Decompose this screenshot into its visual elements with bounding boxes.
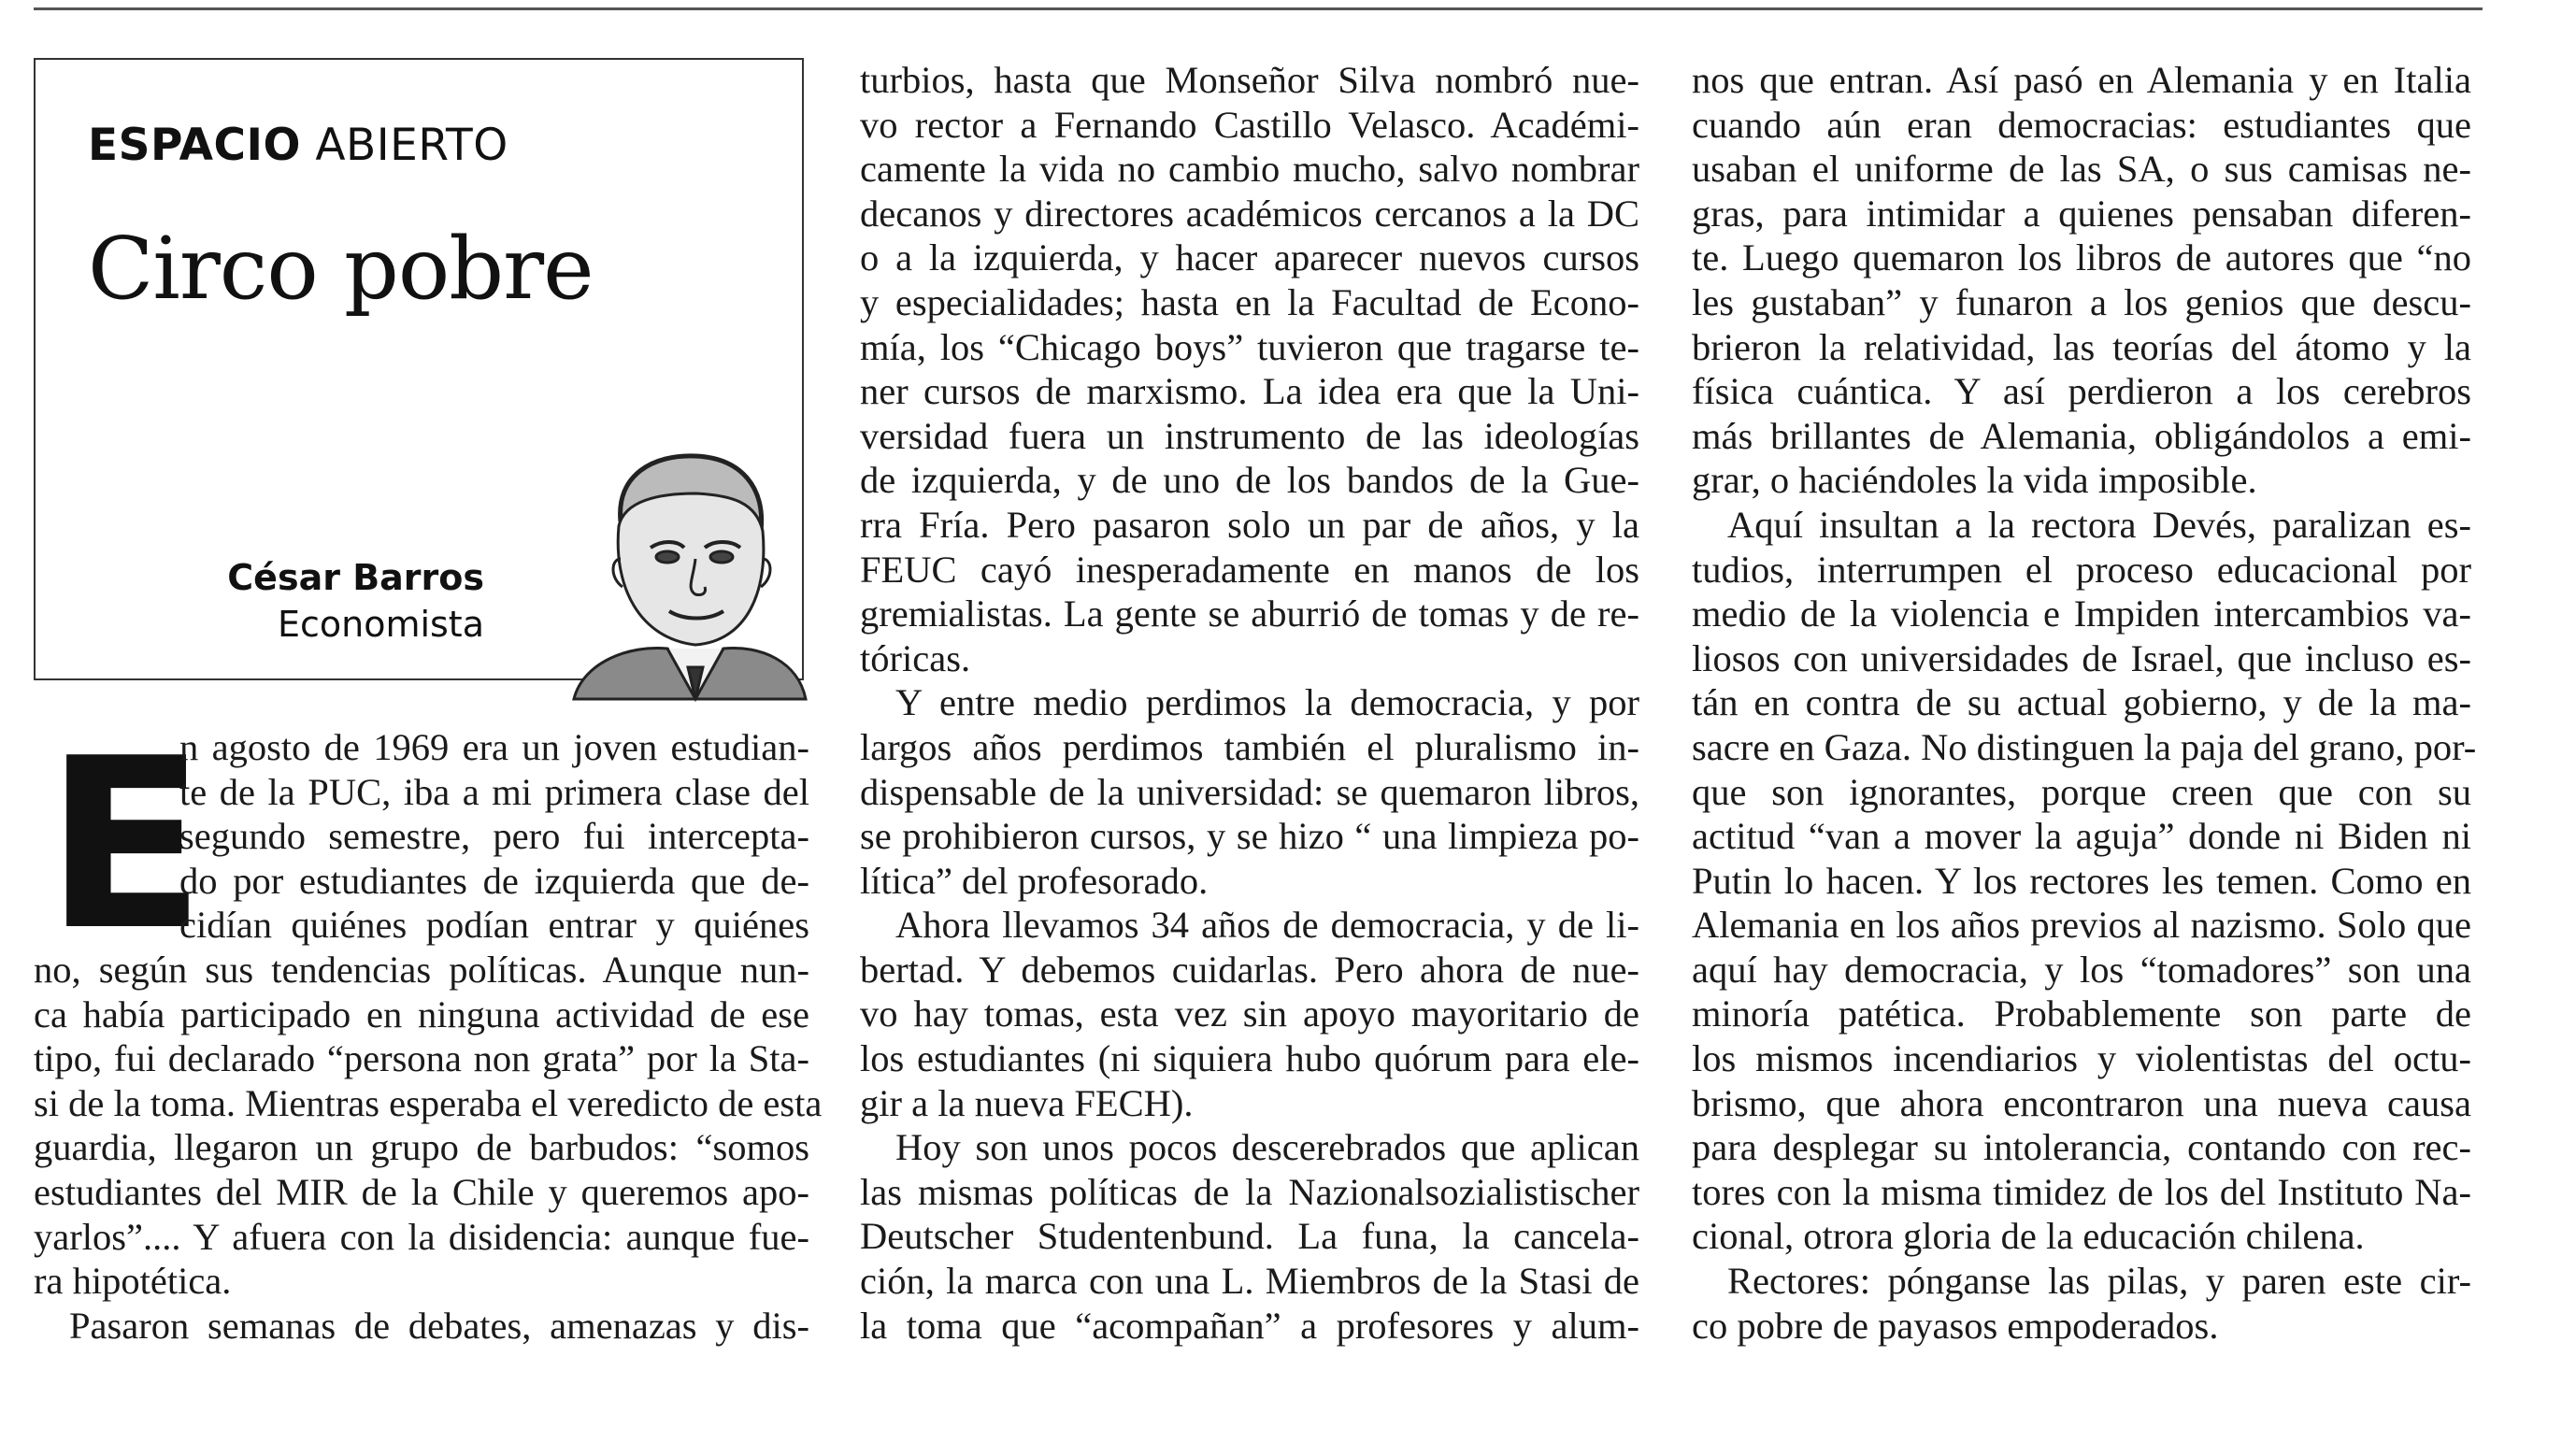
- section-label-bold: ESPACIO: [88, 120, 301, 171]
- text-line: dispensable de la universidad: se quemaron libros,: [860, 770, 1639, 813]
- section-label-light: ABIERTO: [315, 120, 508, 171]
- text-line: tudios, interrumpen el proceso educacional por: [1692, 548, 2471, 591]
- text-line: ción, la marca con una L. Miembros de la Stasi de: [860, 1260, 1639, 1303]
- text-line: Alemania en los años previos al nazismo. Solo que: [1692, 904, 2471, 947]
- text-line: actitud “van a mover la aguja” donde ni Biden ni: [1692, 815, 2471, 858]
- text-line: brieron la relatividad, las teorías del átomo y la: [1692, 325, 2471, 368]
- text-line: Hoy son unos pocos descerebrados que aplican: [895, 1126, 1639, 1169]
- text-line: no, según sus tendencias políticas. Aunque nun-: [34, 948, 809, 991]
- text-line: estudiantes del MIR de la Chile y queremos apo-: [34, 1170, 809, 1213]
- text-line: usaban el uniforme de las SA, o sus camisas ne-: [1692, 148, 2471, 191]
- text-line: ra hipotética.: [34, 1260, 232, 1303]
- text-line: vo rector a Fernando Castillo Velasco. Académi-: [860, 103, 1639, 146]
- text-line: do por estudiantes de izquierda que de-: [179, 859, 809, 902]
- text-line: camente la vida no cambio mucho, salvo nombrar: [860, 148, 1639, 191]
- text-line: te de la PUC, iba a mi primera clase del: [179, 770, 809, 813]
- text-line: Y entre medio perdimos la democracia, y por: [895, 681, 1639, 724]
- text-line: si de la toma. Mientras esperaba el veredicto de esta: [34, 1081, 823, 1124]
- text-line: gremialistas. La gente se aburrió de tomas y de re-: [860, 592, 1639, 635]
- text-line: y especialidades; hasta en la Facultad de Econo-: [860, 280, 1639, 323]
- text-line: ca había participado en ninguna actividad de ese: [34, 992, 809, 1035]
- text-line: guardia, llegaron un grupo de barbudos: “somos: [34, 1126, 809, 1169]
- article-column-3: [1692, 58, 2477, 1348]
- drop-cap: E: [45, 708, 207, 982]
- text-line: gir a la nueva FECH).: [860, 1081, 1194, 1124]
- text-line: largos años perdimos también el pluralismo in-: [860, 725, 1639, 768]
- text-line: Ahora llevamos 34 años de democracia, y de li-: [895, 904, 1639, 947]
- text-line: aquí hay democracia, y los “tomadores” son una: [1692, 948, 2471, 991]
- text-line: física cuántica. Y así perdieron a los cerebros: [1692, 370, 2471, 413]
- text-line: liosos con universidades de Israel, que incluso es-: [1692, 636, 2471, 679]
- text-line: tán en contra de su actual gobierno, y de la ma-: [1692, 681, 2471, 724]
- text-line: cional, otrora gloria de la educación chilena.: [1692, 1215, 2365, 1258]
- text-line: para desplegar su intolerancia, contando con rec-: [1692, 1126, 2471, 1169]
- text-line: los estudiantes (ni siquiera hubo quórum para ele-: [860, 1037, 1639, 1080]
- section-label: [88, 120, 508, 171]
- text-line: lítica” del profesorado.: [860, 859, 1209, 902]
- text-line: rra Fría. Pero pasaron solo un par de años, y la: [860, 503, 1639, 546]
- text-line: te. Luego quemaron los libros de autores que “no: [1692, 236, 2471, 279]
- author-role: Economista: [277, 604, 484, 645]
- text-line: Pasaron semanas de debates, amenazas y dis-: [69, 1304, 809, 1347]
- text-line: mía, los “Chicago boys” tuvieron que tragarse te-: [860, 325, 1639, 368]
- text-line: tipo, fui declarado “persona non grata” por la Sta-: [34, 1037, 809, 1080]
- text-line: FEUC cayó inesperadamente en manos de los: [860, 548, 1639, 591]
- text-line: la toma que “acompañan” a profesores y alum-: [860, 1304, 1639, 1347]
- text-line: que son ignorantes, porque creen que con su: [1692, 770, 2471, 813]
- author-portrait: [565, 437, 808, 699]
- text-line: grar, o haciéndoles la vida imposible.: [1692, 459, 2257, 502]
- text-line: los mismos incendiarios y violentistas del octu-: [1692, 1037, 2471, 1080]
- text-line: de izquierda, y de uno de los bandos de la Gue-: [860, 459, 1639, 502]
- text-line: Putin lo hacen. Y los rectores les temen. Como en: [1692, 859, 2471, 902]
- text-line: más brillantes de Alemania, obligándolos a emi-: [1692, 414, 2471, 457]
- text-line: tóricas.: [860, 636, 971, 679]
- text-line: bertad. Y debemos cuidarlas. Pero ahora de nue-: [860, 948, 1639, 991]
- article-column-1: [34, 708, 823, 1348]
- article-column-2: [860, 58, 1639, 1348]
- text-line: ner cursos de marxismo. La idea era que la Uni-: [860, 370, 1639, 413]
- text-line: versidad fuera un instrumento de las ideologías: [860, 414, 1639, 457]
- text-line: Aquí insultan a la rectora Devés, paralizan es-: [1727, 503, 2471, 546]
- text-line: Deutscher Studentenbund. La funa, la cancela-: [860, 1215, 1639, 1258]
- text-line: tores con la misma timidez de los del Instituto Na-: [1692, 1170, 2471, 1213]
- text-line: nos que entran. Así pasó en Alemania y en Italia: [1692, 59, 2471, 101]
- author-name: César Barros: [227, 557, 484, 598]
- text-line: vo hay tomas, esta vez sin apoyo mayoritario de: [860, 992, 1639, 1035]
- text-line: se prohibieron cursos, y se hizo “ una limpieza po-: [860, 815, 1639, 858]
- text-line: sacre en Gaza. No distinguen la paja del grano, por-: [1692, 725, 2477, 768]
- text-line: les gustaban” y funaron a los genios que descu-: [1692, 280, 2471, 323]
- text-line: segundo semestre, pero fui intercepta-: [179, 815, 809, 858]
- text-line: las mismas políticas de la Nazionalsozialistischer: [860, 1170, 1639, 1213]
- text-line: yarlos”.... Y afuera con la disidencia: aunque fue-: [34, 1215, 809, 1258]
- text-line: medio de la violencia e Impiden intercambios va-: [1692, 592, 2471, 635]
- text-line: o a la izquierda, y hacer aparecer nuevos cursos: [860, 236, 1639, 279]
- text-line: decanos y directores académicos cercanos a la DC: [860, 192, 1639, 235]
- headline: Circo pobre: [88, 219, 594, 319]
- text-line: minoría patética. Probablemente son parte de: [1692, 992, 2471, 1035]
- text-line: cuando aún eran democracias: estudiantes que: [1692, 103, 2471, 146]
- text-line: turbios, hasta que Monseñor Silva nombró nue-: [860, 59, 1639, 101]
- text-line: cidían quiénes podían entrar y quiénes: [179, 904, 809, 947]
- column-header-box: [34, 58, 804, 680]
- top-rule: [34, 7, 2483, 10]
- text-line: co pobre de payasos empoderados.: [1692, 1304, 2219, 1347]
- text-line: gras, para intimidar a quienes pensaban diferen-: [1692, 192, 2471, 235]
- text-line: n agosto de 1969 era un joven estudian-: [179, 726, 809, 768]
- text-line: brismo, que ahora encontraron una nueva causa: [1692, 1081, 2471, 1124]
- text-line: Rectores: pónganse las pilas, y paren este cir-: [1727, 1260, 2471, 1303]
